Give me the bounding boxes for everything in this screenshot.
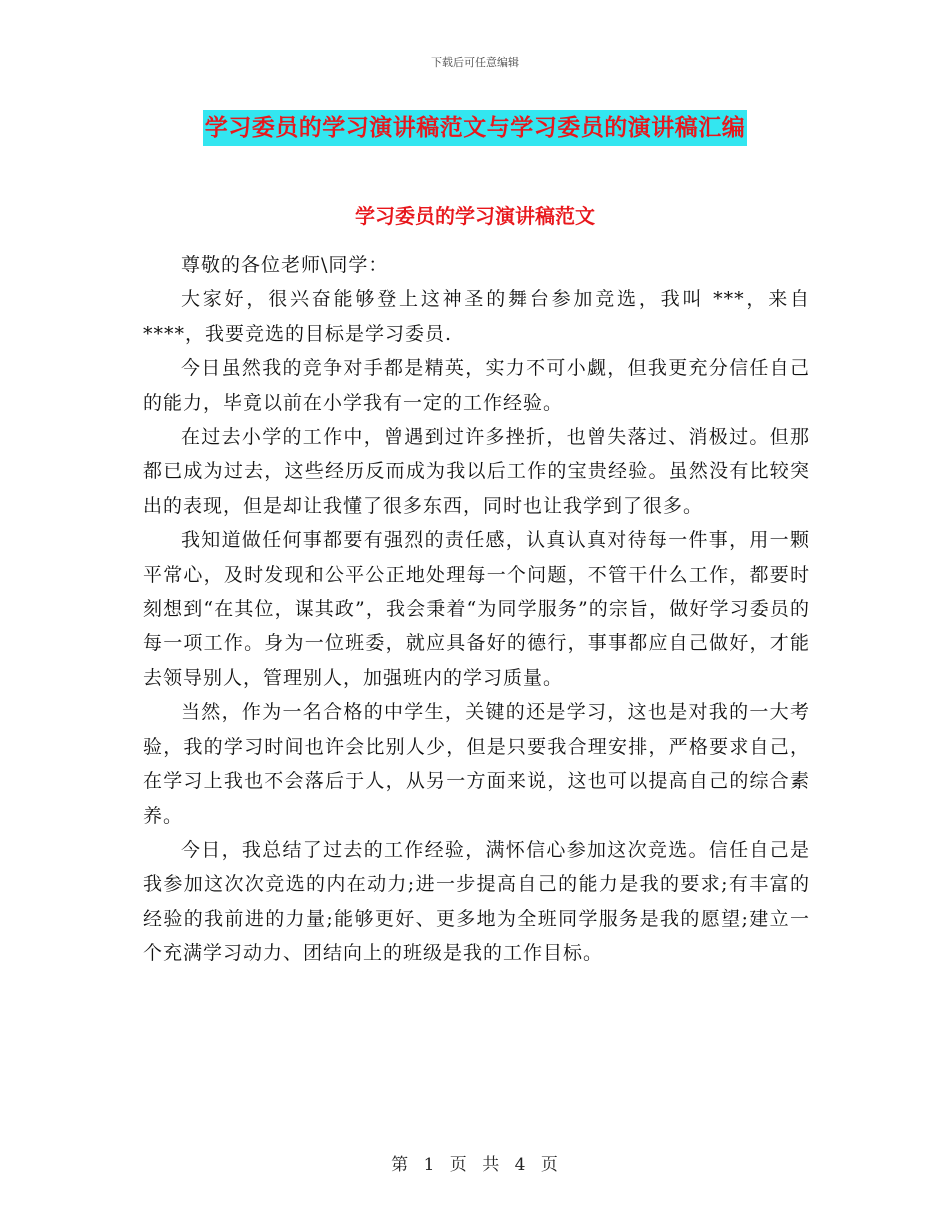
current-page-number: 1 [423, 1155, 436, 1175]
total-pages-number: 4 [514, 1155, 527, 1175]
page-footer [0, 1150, 950, 1175]
body-paragraph: 今日，我总结了过去的工作经验，满怀信心参加这次竞选。信任自己是我参加这次次竞选的内在动力;进一步提高自己的能力是我的要求;有丰富的经验的我前进的力量;能够更好、更多地为全班同学服务是我的愿望;建立一个充满学习动力、团结向上的班级是我的工作目标。 [143, 838, 810, 965]
body-paragraph: 当然，作为一名合格的中学生，关键的还是学习，这也是对我的一大考验，我的学习时间也许会比别人少，但是只要我合理安排，严格要求自己，在学习上我也不会落后于人，从另一方面来说，这也可以提高自己的综合素养。 [143, 701, 810, 827]
main-title-container [0, 110, 950, 146]
sub-title: 学习委员的学习演讲稿范文 [355, 204, 595, 228]
footer-page-unit: 页 [449, 1155, 468, 1175]
document-body [143, 248, 810, 971]
body-paragraph: 我知道做任何事都要有强烈的责任感，认真认真对待每一件事，用一颗平常心，及时发现和公平公正地处理每一个问题，不管干什么工作，都要时刻想到“在其位，谋其政”，我会秉着“为同学服务”的宗旨，做好学习委员的每一项工作。身为一位班委，就应具备好的德行，事事都应自己做好，才能去领导别人，管理别人，加强班内的学习质量。 [143, 529, 810, 689]
body-paragraph: 大家好，很兴奋能够登上这神圣的舞台参加竞选，我叫 ***，来自****，我要竞选的目标是学习委员. [143, 288, 810, 345]
body-paragraph: 今日虽然我的竞争对手都是精英，实力不可小觑，但我更充分信任自己的能力，毕竟以前在小学我有一定的工作经验。 [143, 357, 810, 414]
body-paragraph: 在过去小学的工作中，曾遇到过许多挫折，也曾失落过、消极过。但那都已成为过去，这些经历反而成为我以后工作的宝贵经验。虽然没有比较突出的表现，但是却让我懂了很多东西，同时也让我学到了很多。 [143, 426, 810, 517]
footer-total-unit: 页 [540, 1155, 559, 1175]
footer-page-word: 第 [391, 1155, 410, 1175]
header-note: 下载后可任意编辑 [431, 56, 519, 69]
footer-total-word: 共 [482, 1155, 501, 1175]
main-title: 学习委员的学习演讲稿范文与学习委员的演讲稿汇编 [203, 110, 748, 146]
salutation-paragraph: 尊敬的各位老师\同学： [181, 254, 389, 276]
